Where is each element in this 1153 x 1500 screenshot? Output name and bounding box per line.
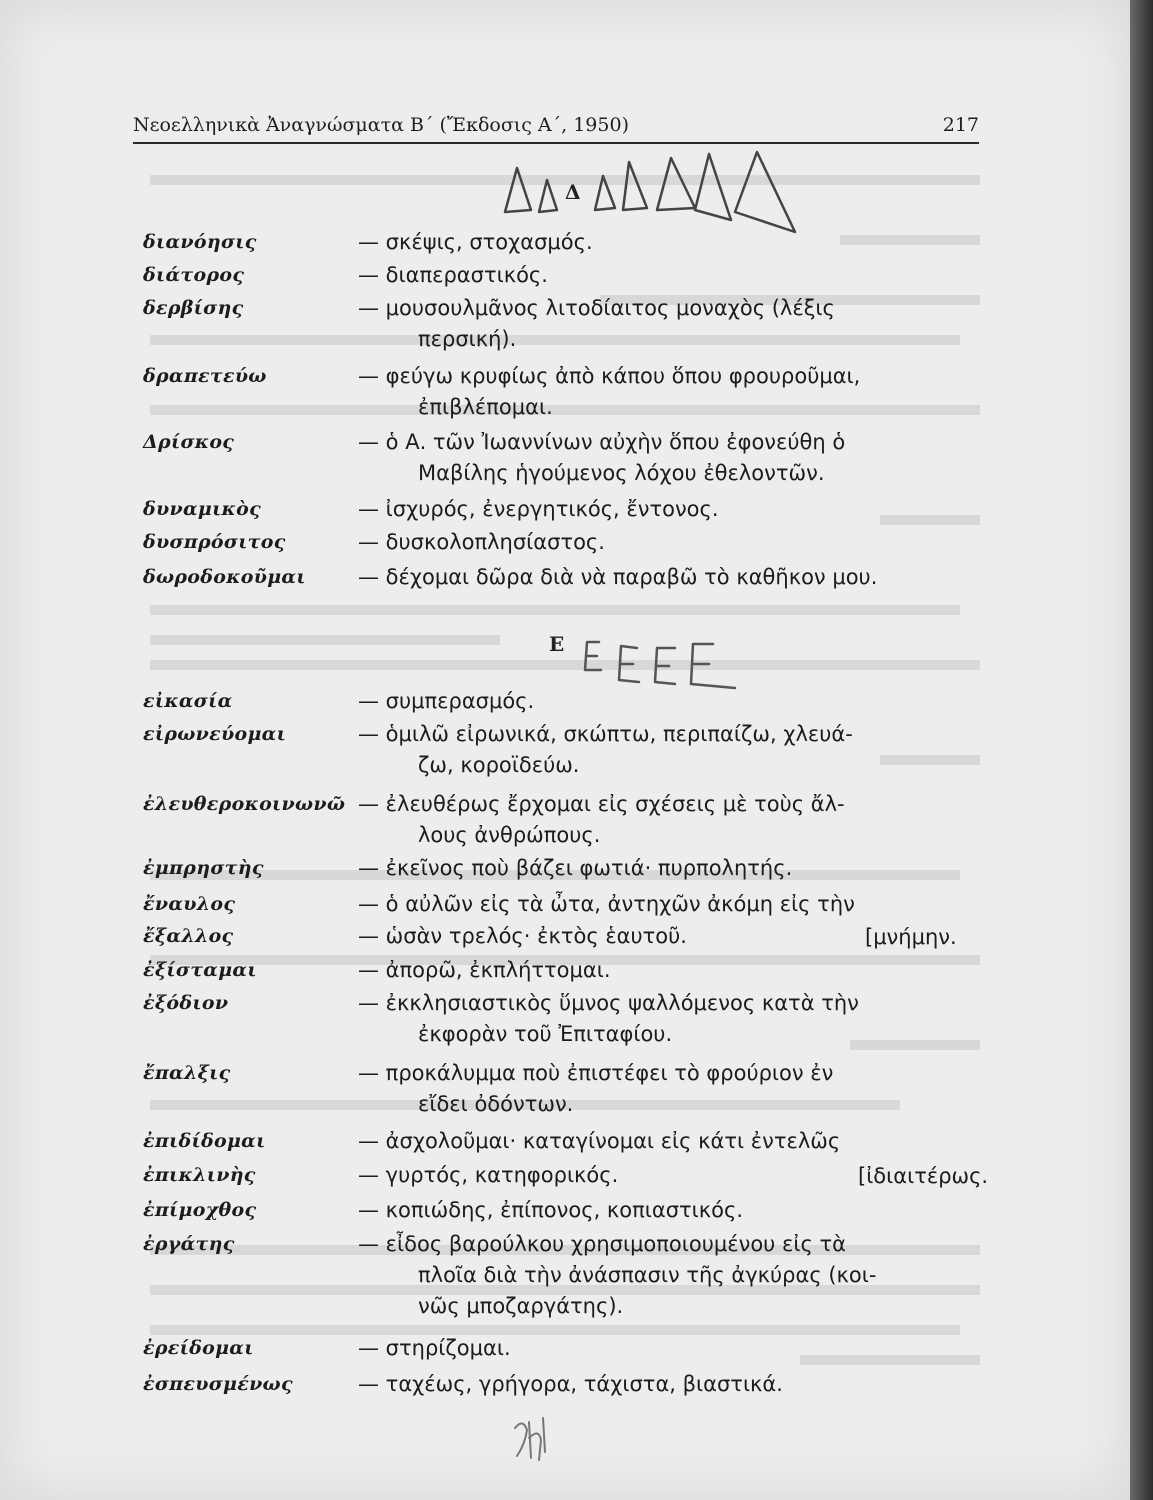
def-line: πλοῖα διὰ τὴν ἀνάσπασιν τῆς ἀγκύρας (κοι- (418, 1263, 877, 1287)
entry-term: δραπετεύω (143, 365, 267, 387)
def-line: — ὁ αὐλῶν εἰς τὰ ὦτα, ἀντηχῶν ἀκόμη εἰς τὴν (358, 892, 855, 916)
def-line: εἴδει ὀδόντων. (418, 1092, 574, 1116)
handwritten-epsilon-scribble (575, 630, 745, 692)
page-edge-shadow (1130, 0, 1153, 1500)
def-line: — σκέψις, στοχασμός. (358, 230, 593, 254)
entry-definition (358, 1369, 978, 1400)
entry-definition (358, 1195, 978, 1226)
entry-definition (358, 853, 978, 884)
entry-term: ἔπαλξις (143, 1062, 231, 1084)
running-header (133, 112, 979, 144)
def-line: — ὡσὰν τρελός· ἐκτὸς ἑαυτοῦ. (358, 924, 687, 948)
def-line: — γυρτός, κατηφορικός. (358, 1163, 619, 1187)
def-line: — κοπιώδης, ἐπίπονος, κοπιαστικός. (358, 1198, 744, 1222)
def-line: — ἰσχυρός, ἐνεργητικός, ἔντονος. (358, 497, 719, 521)
entry-term: ἐξίσταμαι (143, 959, 257, 981)
entry-definition (358, 1126, 978, 1157)
page-number: 217 (942, 114, 979, 136)
entry-term: ἐπιδίδομαι (143, 1130, 266, 1152)
def-line: — δέχομαι δῶρα διὰ νὰ παραβῶ τὸ καθῆκον μου. (358, 565, 878, 589)
section-letter-epsilon: Ε (549, 632, 565, 656)
def-line: — προκάλυμμα ποὺ ἐπιστέφει τὸ φρούριον ἐν (358, 1061, 834, 1085)
def-line: — φεύγω κρυφίως ἀπὸ κάπου ὅπου φρουροῦμαι, (358, 364, 861, 388)
def-line: — συμπερασμός. (358, 689, 535, 713)
def-line: ζω, κοροϊδεύω. (418, 753, 580, 777)
entry-term: δερβίσης (143, 297, 244, 319)
def-line: — ταχέως, γρήγορα, τάχιστα, βιαστικά. (358, 1372, 783, 1396)
entry-definition (358, 889, 978, 920)
entry-term: ἔναυλος (143, 893, 236, 915)
entry-definition (358, 227, 978, 258)
def-line: — ἐκκλησιαστικὸς ὕμνος ψαλλόμενος κατὰ τὴν (358, 991, 859, 1015)
entry-definition (358, 562, 978, 593)
def-line: — δυσκολοπλησίαστος. (358, 530, 605, 554)
entry-term: ἔξαλλος (143, 925, 234, 947)
entry-definition (358, 293, 978, 355)
entry-term: δωροδοκοῦμαι (143, 566, 306, 588)
entry-term: ἐξόδιον (143, 992, 229, 1014)
def-line: — ὁ Α. τῶν Ἰωαννίνων αὐχὴν ὅπου ἐφονεύθη ὁ (358, 430, 846, 454)
carryover-word: [μνήμην. (865, 925, 957, 949)
def-line: — ἀπορῶ, ἐκπλήττομαι. (358, 958, 611, 982)
entry-definition (358, 955, 978, 986)
entry-definition (358, 361, 978, 423)
entry-term: ἐλευθεροκοινωνῶ (143, 793, 346, 815)
def-line: — στηρίζομαι. (358, 1336, 511, 1360)
entry-term: ἐπίμοχθος (143, 1199, 257, 1221)
entry-definition (358, 1229, 978, 1322)
entry-definition (358, 789, 978, 851)
entry-definition (358, 427, 978, 489)
def-line: ἐκφορὰν τοῦ Ἐπιταφίου. (418, 1022, 673, 1046)
def-line: — εἶδος βαρούλκου χρησιμοποιουμένου εἰς τὰ (358, 1232, 846, 1256)
entry-term: ἐσπευσμένως (143, 1373, 293, 1395)
def-line: ἐπιβλέπομαι. (418, 395, 553, 419)
entry-definition (358, 988, 978, 1050)
entry-definition (358, 686, 978, 717)
entry-term: δυναμικὸς (143, 498, 261, 520)
carryover-word: [ἰδιαιτέρως. (858, 1164, 989, 1188)
def-line: νῶς μποζαργάτης). (418, 1294, 624, 1318)
entry-definition (358, 1333, 978, 1364)
entry-term: εἰκασία (143, 690, 233, 712)
def-line: — ὁμιλῶ εἰρωνικά, σκώπτω, περιπαίζω, χλευά- (358, 722, 853, 746)
entry-term: δυσπρόσιτος (143, 531, 286, 553)
book-title: Νεοελληνικὰ Ἀναγνώσματα Β΄ (Ἔκδοσις Α΄, 1950) (133, 114, 629, 136)
entry-term: εἰρωνεύομαι (143, 723, 287, 745)
pencil-initials-scribble (505, 1408, 565, 1468)
entry-definition (358, 494, 978, 525)
def-line: περσική). (418, 327, 517, 351)
def-line: Μαβίλης ἡγούμενος λόχου ἐθελοντῶν. (418, 461, 825, 485)
entry-definition (358, 260, 978, 291)
entry-term: ἐρείδομαι (143, 1337, 254, 1359)
entry-term: ἐπικλινὴς (143, 1164, 256, 1186)
entry-term: ἐμπρηστὴς (143, 857, 264, 879)
entry-term: διάτορος (143, 264, 245, 286)
entry-definition (358, 719, 978, 781)
entry-term: Δρίσκος (143, 431, 235, 453)
def-line: — ἐκεῖνος ποὺ βάζει φωτιά· πυρπολητής. (358, 856, 793, 880)
section-letter-delta: Δ (565, 180, 581, 204)
entry-term: ἐργάτης (143, 1233, 235, 1255)
def-line: — μουσουλμᾶνος λιτοδίαιτος μοναχὸς (λέξις (358, 296, 835, 320)
def-line: λους ἀνθρώπους. (418, 823, 601, 847)
def-line: — ἀσχολοῦμαι· καταγίνομαι εἰς κάτι ἐντελῶς (358, 1129, 841, 1153)
def-line: — διαπεραστικός. (358, 263, 548, 287)
def-line: — ἐλευθέρως ἔρχομαι εἰς σχέσεις μὲ τοὺς ἄλ- (358, 792, 845, 816)
entry-definition (358, 527, 978, 558)
entry-definition (358, 1058, 978, 1120)
entry-term: διανόησις (143, 231, 257, 253)
